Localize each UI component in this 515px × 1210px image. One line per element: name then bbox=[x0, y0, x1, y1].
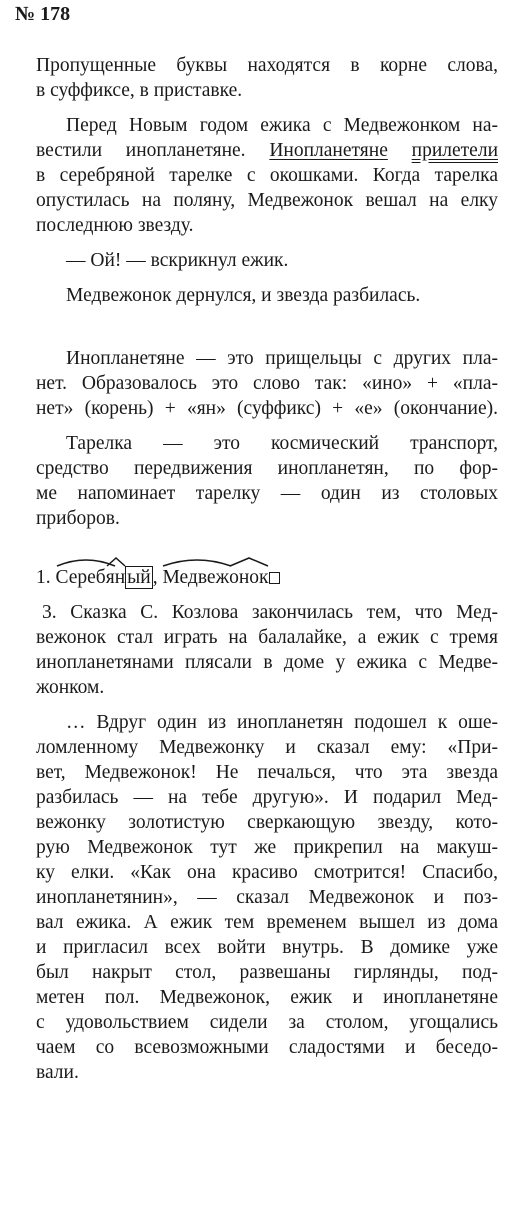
text-line: в серебряной тарелке с окошками. Когда тарелка bbox=[36, 165, 498, 186]
word-root-serebr: Сереб bbox=[56, 566, 106, 590]
suffix-caret-icon bbox=[229, 557, 269, 567]
text-line: метен пол. Медвежонок, ежик и инопланетяне bbox=[36, 987, 498, 1008]
root-arc-icon bbox=[162, 557, 232, 567]
predicate-double-underlined: прилетели bbox=[411, 140, 499, 161]
text-line: чаем со всевозможными сладостями и беседо- bbox=[36, 1037, 498, 1058]
text-line: нет» (корень) + «ян» (суффикс) + «е» (окончание). bbox=[36, 398, 498, 419]
text-line: вали. bbox=[36, 1062, 79, 1083]
text-line: Пропущенные буквы находятся в корне слова, bbox=[36, 55, 498, 76]
suffix-yan: ян bbox=[106, 566, 125, 590]
task-number: 1. bbox=[36, 567, 51, 588]
text-line: разбилась — на тебе другую». И подарил Мед- bbox=[36, 787, 498, 808]
zero-ending-box bbox=[269, 572, 280, 584]
text-line: был накрыт стол, развешаны гирлянды, под- bbox=[36, 962, 498, 983]
morpheme-analysis: 1. Сереб ян ый , Медвеж онок bbox=[36, 566, 498, 590]
text-line: инопланетянами плясали в доме у ежика с Медве- bbox=[36, 652, 498, 673]
suffix-caret-icon bbox=[106, 557, 126, 567]
text-line: вет, Медвежонок! Не печалься, что эта звезда bbox=[36, 762, 498, 783]
text-line: последнюю звезду. bbox=[36, 215, 194, 236]
suffix-onok: онок bbox=[229, 566, 268, 590]
text-line: рую Медвежонок тут же прикрепил на макуш- bbox=[36, 837, 498, 858]
text-line: … Вдруг один из инопланетян подошел к оше- bbox=[66, 712, 498, 733]
text-line: Медвежонок дернулся, и звезда разбилась. bbox=[66, 285, 421, 306]
text-line: Инопланетяне — это прищельцы с других пла- bbox=[66, 348, 498, 369]
text-line: с удовольствием сидели за столом, угощались bbox=[36, 1012, 498, 1033]
text-line: опустилась на поляну, Медвежонок вешал на елку bbox=[36, 190, 498, 211]
text-line: ломленному Медвежонку и сказал ему: «При- bbox=[36, 737, 498, 758]
text-line: вал ежика. А ежик тем временем вышел из дома bbox=[36, 912, 498, 933]
text-line: Тарелка — это космический транспорт, bbox=[66, 433, 498, 454]
text-line: в суффиксе, в приставке. bbox=[36, 80, 243, 101]
sentence-fragment: вестили инопланетяне. bbox=[36, 140, 246, 161]
subject-underlined: Инопланетяне bbox=[269, 140, 388, 161]
text-line: ме напоминает тарелку — один из столовых bbox=[36, 483, 498, 504]
text-line: нет. Образовалось это слово так: «ино» + «пла- bbox=[36, 373, 498, 394]
text-line bbox=[36, 139, 498, 163]
word-root-medvezh: Медвеж bbox=[162, 566, 229, 590]
text-line: жонком. bbox=[36, 677, 105, 698]
ending-box: ый bbox=[127, 567, 151, 588]
text-line: средство передвижения инопланетян, по фор- bbox=[36, 458, 498, 479]
text-line: и пригласил всех войти внутрь. В домике уже bbox=[36, 937, 498, 958]
text-line: 3. Сказка С. Козлова закончилась тем, что Мед- bbox=[42, 602, 498, 623]
text-line: Перед Новым годом ежика с Медвежонком на- bbox=[66, 115, 498, 136]
exercise-number: № 178 bbox=[15, 3, 71, 25]
text-line: вежонок стал играть на балалайке, а ежик с тремя bbox=[36, 627, 498, 648]
text-line: ку елки. «Как она красиво смотрится! Спасибо, bbox=[36, 862, 498, 883]
text-line: инопланетянин», — сказал Медвежонок и поз- bbox=[36, 887, 498, 908]
text-line: приборов. bbox=[36, 508, 120, 529]
text-line: — Ой! — вскрикнул ежик. bbox=[66, 250, 289, 271]
text-line: вежонку золотистую сверкающую звезду, кото- bbox=[36, 812, 498, 833]
